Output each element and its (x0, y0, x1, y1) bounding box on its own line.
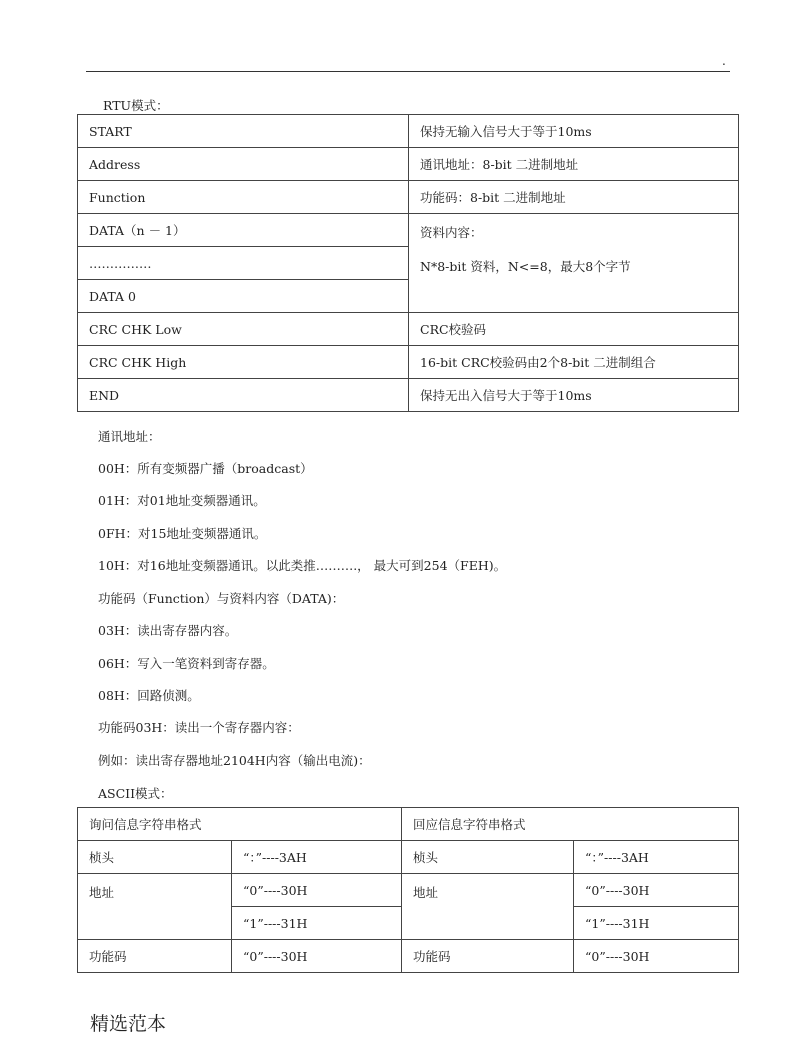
body-line: 功能码（Function）与资料内容（DATA)： (98, 591, 345, 606)
header-dot: . (722, 54, 726, 68)
rtu-field: Function (78, 181, 409, 214)
table-row (78, 874, 739, 907)
ascii-value: “：”----3AH (574, 841, 739, 874)
table-row (78, 181, 739, 214)
table-row (78, 214, 739, 247)
ascii-value: “1”----31H (574, 907, 739, 940)
body-line: 10H：对16地址变频器通讯。以此类推……….， 最大可到254（FEH)。 (98, 558, 507, 573)
table-row (78, 313, 739, 346)
body-line: 03H：读出寄存器内容。 (98, 623, 238, 638)
ascii-value: “0”----30H (232, 940, 402, 973)
rtu-desc: 通讯地址：8-bit 二进制地址 (409, 148, 739, 181)
ascii-response-header: 回应信息字符串格式 (402, 808, 739, 841)
rtu-data-desc (409, 214, 739, 313)
rtu-data-desc-line2: N*8-bit 资料，N<=8，最大8个字节 (420, 259, 631, 274)
rtu-field: …………… (78, 247, 409, 280)
ascii-value: “1”----31H (232, 907, 402, 940)
body-line: 通讯地址： (98, 429, 161, 444)
rtu-field: DATA 0 (78, 280, 409, 313)
ascii-value: “：”----3AH (232, 841, 402, 874)
ascii-value: “0”----30H (574, 940, 739, 973)
ascii-field: 功能码 (78, 940, 232, 973)
table-row (78, 940, 739, 973)
rtu-field: DATA（n － 1） (78, 214, 409, 247)
rtu-field: START (78, 115, 409, 148)
table-row (78, 346, 739, 379)
ascii-field: 地址 (402, 874, 574, 940)
body-line: 06H：写入一笔资料到寄存器。 (98, 656, 275, 671)
body-line: 例如：读出寄存器地址2104H内容（输出电流)： (98, 753, 371, 768)
body-line: 00H：所有变频器广播（broadcast） (98, 461, 313, 476)
body-line: 01H：对01地址变频器通讯。 (98, 493, 266, 508)
rtu-field: CRC CHK Low (78, 313, 409, 346)
body-line: 功能码03H：读出一个寄存器内容： (98, 720, 300, 735)
ascii-query-header: 询问信息字符串格式 (78, 808, 402, 841)
ascii-value: “0”----30H (574, 874, 739, 907)
table-header-row (78, 808, 739, 841)
rtu-desc: 16-bit CRC校验码由2个8-bit 二进制组合 (409, 346, 739, 379)
ascii-frame-table (77, 807, 739, 973)
rtu-desc: 保持无出入信号大于等于10ms (409, 379, 739, 412)
table-row (78, 379, 739, 412)
table-row (78, 841, 739, 874)
ascii-field: 桢头 (78, 841, 232, 874)
table-row (78, 148, 739, 181)
rtu-frame-table (77, 114, 739, 412)
rtu-data-desc-line1: 资料内容： (420, 225, 483, 240)
table-row (78, 115, 739, 148)
rtu-field: END (78, 379, 409, 412)
rtu-field: Address (78, 148, 409, 181)
rtu-desc: 保持无输入信号大于等于10ms (409, 115, 739, 148)
body-line: 0FH：对15地址变频器通讯。 (98, 526, 267, 541)
ascii-field: 功能码 (402, 940, 574, 973)
body-line: ASCII模式： (98, 786, 173, 801)
rtu-field: CRC CHK High (78, 346, 409, 379)
rtu-caption: RTU模式： (103, 98, 169, 113)
ascii-field: 地址 (78, 874, 232, 940)
ascii-field: 桢头 (402, 841, 574, 874)
ascii-value: “0”----30H (232, 874, 402, 907)
footer-text: 精选范本 (90, 1013, 167, 1035)
header-rule (86, 71, 730, 72)
rtu-desc: 功能码：8-bit 二进制地址 (409, 181, 739, 214)
rtu-desc: CRC校验码 (409, 313, 739, 346)
body-line: 08H：回路侦测。 (98, 688, 200, 703)
